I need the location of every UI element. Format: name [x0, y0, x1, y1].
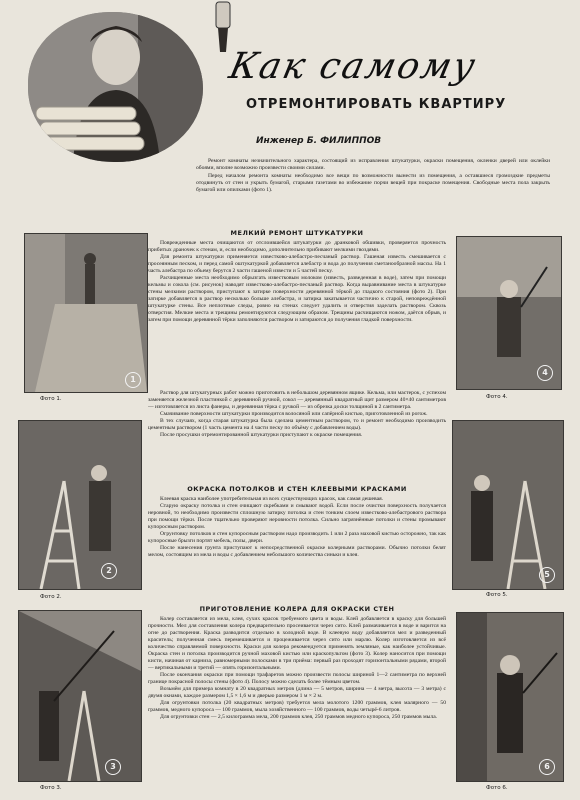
hero-photo — [28, 12, 203, 162]
photo-4 — [456, 236, 562, 390]
author-line: Инженер Б. ФИЛИППОВ — [256, 136, 382, 146]
photo-3 — [18, 610, 142, 782]
paragraph: Раствор для штукатурных работ можно приготовить в небольшом деревянном ящике. Кельма, или мастерок, с успехом заменяется железной пластинкой с деревянной ручной, сокол — деревянный квадратный щит размером 40×40 сантиметров — изготовляется из листа фанеры, и деревянная тёрка с ручкой — из обрезка доски толщиной в 2 сантиметра. — [148, 390, 446, 410]
paragraph: Клеевая краска наиболее употребительная из всех существующих красок, как самая дешевая. — [160, 496, 384, 502]
paragraph: Возьмём для примера комнату в 20 квадратных метров (длина — 5 метров, ширина — 4 метра, высота — 3 метра) с двумя окнами, каждое размером 1,5 × 1,6 м и дверью размером 1 м × 2 м. — [148, 686, 446, 699]
photo-caption: Фото 1. — [40, 396, 62, 402]
photo-2-illustration — [19, 421, 141, 589]
text-column-plaster — [148, 228, 446, 390]
page-title: Как самому — [225, 46, 481, 87]
paragraph: Старую окраску потолка и стен очищают скребками и смывают водой. Если после очистки поверхность получается неровной, то необходимо произвести сплошную затирку потолка и стен тонким слоем известково-алебастрового раствора при помощи тёрки. После тщательно проверяют неровности потолка. Сильно загрязнённые потолки и стены промывают купоросным раствором. — [148, 503, 446, 530]
section-heading: ПРИГОТОВЛЕНИЕ КОЛЕРА ДЛЯ ОКРАСКИ СТЕН — [199, 605, 395, 613]
intro-paragraph: Перед началом ремонта комнаты необходимо все вещи по возможности вынести из помещения, а оставшиеся громоздкие предметы отодвинуть от стен и укрыть бумагой, старыми газетами во избежание порчи вещей при покраске помещения. Свободные места пола закрыть бумагой или опилками (фото 1). — [196, 173, 550, 193]
intro-text — [196, 158, 550, 195]
photo-number: 6 — [539, 759, 555, 775]
photo-5 — [452, 420, 564, 590]
photo-5-illustration — [453, 421, 563, 589]
photo-2 — [18, 420, 142, 590]
intro-paragraph: Ремонт комнаты незначительного характера, состоящий из исправления штукатурки, окраски помещения, окленки дверей или оклейки обоями, вполне возможно произвести своими силами. — [196, 158, 550, 171]
paragraph: Поврежденные места очищаются от отслоившейся штукатурки до дранковой обшивки, проверяется прочность прибитых драночек к стенам, и, если необходимо, дополнительно прибивают мелкими гвоздями. — [148, 240, 446, 253]
paragraph: Колер составляется из мела, клея, сухих красок требуемого цвета и воды. Клей добавляется в краску для большей прочности. Мел для составления колера предварительно просеивается через сито. Клей размачивается в воде и варится на огне до растворения. Краска разводится отдельно в холодной воде. В клеевую воду добавляется мел и разведенный краситель; полученная смесь перемешивается и процеживается через сито или марлю. Колер изготовляется из всё количество справляемой поверхности. Краски для колера рекомендуется применять земляные, как наиболее устойчивые. Окраска стен и потолка производится ручной маховой кистью или краскопультом (фото 3). Колер наносится при помощи кисти, начиная от карниза, равномерными полосками в три приёма: первый раз проходят горизонтальными рядами, второй — вертикальными и третий — опять горизонтальными. — [148, 616, 446, 671]
photo-caption: Фото 3. — [40, 785, 62, 791]
paragraph: Для ремонта штукатурки применяется известково-алебастро-песчаный раствор. Гашеная известь смешивается с просеянным песком, и перед самой оштукатуркой добавляется алебастр и вода до получения сметанообразной массы. На 1 часть алебастра по объему берутся 2 части гашеной извести и 5 частей песку. — [148, 254, 446, 274]
text-column-painting — [148, 484, 446, 600]
photo-number: 4 — [537, 365, 553, 381]
headline: ОТРЕМОНТИРОВАТЬ КВАРТИРУ — [246, 97, 507, 112]
text-column-color — [148, 604, 446, 794]
photo-number: 5 — [539, 567, 555, 583]
photo-caption: Фото 4. — [486, 394, 508, 400]
paragraph: Расчищенные места необходимо обрызгать известковым молоком (известь, разведенная в воде), затем при помощи кельмы и сокола (см. рисунок) наводят известково-алебастро-песчаный раствор. Когда выравнивание места в штукатурке стены мелкими раствором, приступают к затирке поверхности деревянной тёркой до гладкого состояния (фото 2). При затирке добавляется в раствор несколько больше алебастра, и затирка закатывается частично к старой, неповреждённой штукатурке стены. Все неплотные следы, ровно на стенах следует удалить и отверстия заделать раствором. Сквозь отверстия. Мелкие места и трещины ремонтируются следующим образом. Трещины расчищаются ножом, даётся обрыв, и затем при помощи деревянной тёрки заполняются раствором и затираются до получения гладкой поверхности. — [148, 275, 446, 323]
photo-number: 2 — [101, 563, 117, 579]
paragraph: После просушки отремонтированной штукатурки приступают к окраске помещения. — [160, 432, 363, 438]
paragraph: Для огрунтовки стен — 2,5 килограмма мела, 200 граммов клея, 250 граммов медного купороса, 250 граммов мыла. — [160, 714, 438, 720]
photo-1-illustration — [25, 234, 147, 392]
section-heading: МЕЛКИЙ РЕМОНТ ШТУКАТУРКИ — [230, 229, 364, 237]
text-column-plaster-cont — [148, 390, 446, 480]
photo-6-illustration — [457, 613, 563, 781]
paragraph: После окончания окраски при помощи трафаретов можно произвести полосы шириной 1—2 сантиметра по верхней границе покрасной полосы стены (фото 4). Полосу можно сделать более тёмным цветом. — [148, 672, 446, 685]
photo-caption: Фото 6. — [486, 785, 508, 791]
paragraph: Смачивание поверхности штукатурки производится волосяной или сапёрной кистью, приготовленной из рогож. — [160, 411, 428, 417]
photo-caption: Фото 2. — [40, 594, 62, 600]
paragraph: Огрунтовку потолков и стен купоросным раствором надо производить 1 или 2 раза маховой кистью осторожно, так как купоросные брызги портят мебель, полы, двери. — [148, 531, 446, 544]
photo-number: 1 — [125, 372, 141, 388]
paragraph: После нанесения грунта приступают к непосредственной окраске колерными растворами. Обычно потолки белят мелом, состоящим из мела и воды с добавлением небольшого количества синьки и клея. — [148, 545, 446, 558]
photo-3-illustration — [19, 611, 141, 781]
hero-photo-illustration — [28, 12, 203, 162]
photo-1 — [24, 233, 148, 393]
paragraph: Для огрунтовки потолка (20 квадратных метров) требуется мела молотого 1200 граммов, клея малярного — 50 граммов, медного купороса — 100 граммов, мыла хозяйственного — 100 граммов, воды четырё-6 литров. — [148, 700, 446, 713]
photo-number: 3 — [105, 759, 121, 775]
photo-6 — [456, 612, 564, 782]
photo-caption: Фото 5. — [486, 592, 508, 598]
paragraph: В тех случаях, когда старая штукатурка была сделана цементным раствором, то и ремонт необходимо производить цементным раствором (1 часть цемента на 4 части песку по объёму с добавлением воды). — [148, 418, 446, 431]
section-heading: ОКРАСКА ПОТОЛКОВ И СТЕН КЛЕЕВЫМИ КРАСКАМИ — [187, 485, 407, 493]
